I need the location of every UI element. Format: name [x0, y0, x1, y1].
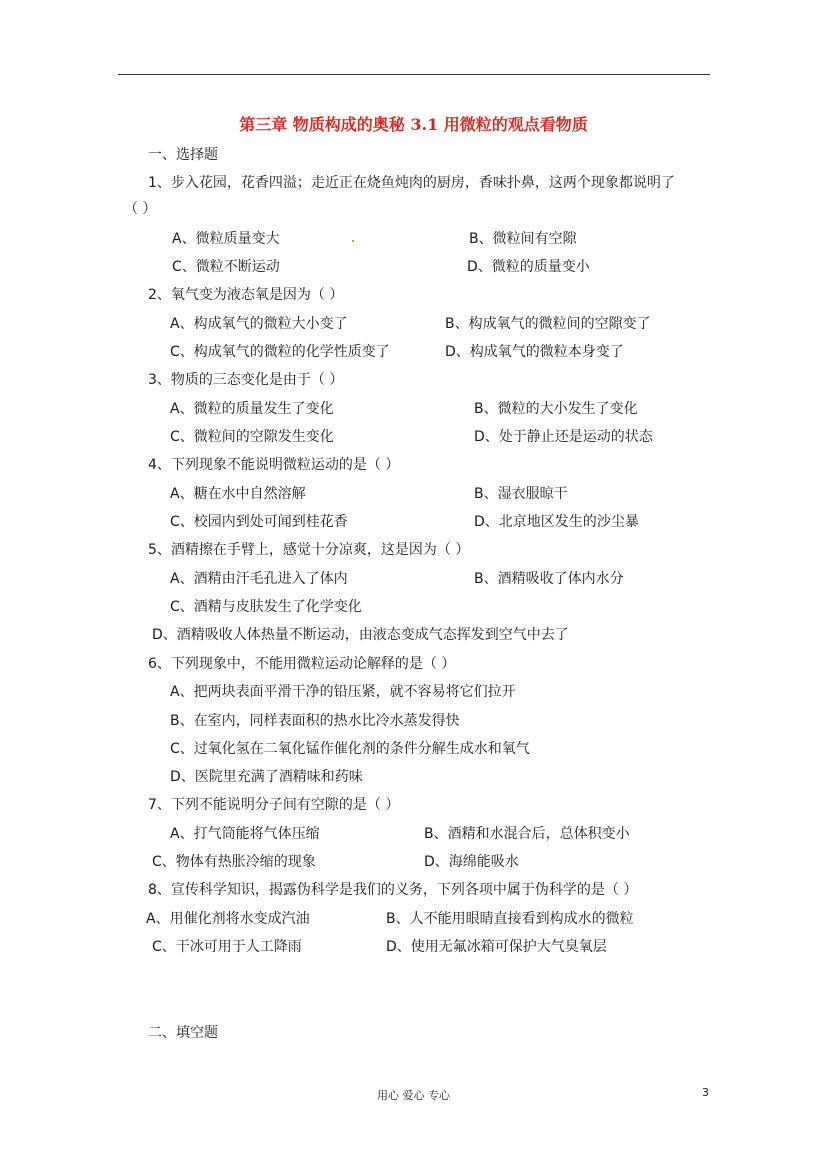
option: C、物体有热胀冷缩的现象: [152, 854, 316, 870]
option: B、湿衣服晾干: [474, 486, 568, 502]
option: A、把两块表面平滑干净的铅压紧，就不容易将它们拉开: [170, 684, 516, 700]
page-title: 第三章 物质构成的奥秘 3.1 用微粒的观点看物质: [239, 115, 588, 134]
option: C、过氧化氢在二氧化锰作催化剂的条件分解生成水和氧气: [170, 741, 530, 757]
option: D、微粒的质量变小: [467, 259, 590, 275]
option: A、构成氧气的微粒大小变了: [170, 316, 348, 332]
option: C、校园内到处可闻到桂花香: [170, 514, 348, 530]
option: A、微粒质量变大: [172, 231, 280, 247]
question-stem: 5、酒精擦在手臂上，感觉十分凉爽，这是因为（ ）: [148, 542, 470, 558]
option: A、用催化剂将水变成汽油: [146, 911, 310, 927]
option: C、干冰可用于人工降雨: [152, 939, 302, 955]
option: D、酒精吸收人体热量不断运动，由液态变成气态挥发到空气中去了: [152, 627, 569, 643]
option: B、在室内，同样表面积的热水比冷水蒸发得快: [170, 713, 460, 729]
option: A、酒精由汗毛孔进入了体内: [170, 571, 348, 587]
page-footer: 用心 爱心 专心: [377, 1089, 450, 1102]
question-stem: 2、氧气变为液态氧是因为（ ）: [148, 287, 344, 303]
option: A、微粒的质量发生了变化: [170, 401, 334, 417]
question-stem: 8、宣传科学知识，揭露伪科学是我们的义务，下列各项中属于伪科学的是（ ）: [148, 882, 638, 898]
question-stem: 6、下列现象中，不能用微粒运动论解释的是（ ）: [148, 656, 456, 672]
option: C、构成氧气的微粒的化学性质变了: [170, 344, 390, 360]
question-stem: 7、下列不能说明分子间有空隙的是（ ）: [148, 797, 400, 813]
option: B、酒精和水混合后，总体积变小: [424, 826, 630, 842]
option: D、海绵能吸水: [424, 854, 519, 870]
stray-dot: [352, 240, 354, 242]
page-number: 3: [702, 1086, 709, 1099]
option: A、糖在水中自然溶解: [170, 486, 306, 502]
header-rule: [118, 74, 710, 75]
answer-blank: （ ）: [124, 201, 157, 217]
question-stem: 1、步入花园，花香四溢；走近正在烧鱼炖肉的厨房，香味扑鼻，这两个现象都说明了: [148, 175, 675, 191]
question-stem: 4、下列现象不能说明微粒运动的是（ ）: [148, 457, 400, 473]
option: B、人不能用眼睛直接看到构成水的微粒: [386, 911, 634, 927]
option: D、使用无氟冰箱可保护大气臭氧层: [386, 939, 607, 955]
option: A、打气筒能将气体压缩: [170, 826, 320, 842]
option: B、微粒的大小发生了变化: [474, 401, 638, 417]
option: B、酒精吸收了体内水分: [474, 571, 624, 587]
section-heading: 二、填空题: [148, 1025, 218, 1041]
section-heading: 一、选择题: [148, 147, 218, 163]
option: C、微粒间的空隙发生变化: [170, 429, 334, 445]
option: D、医院里充满了酒精味和药味: [170, 769, 363, 785]
question-stem: 3、物质的三态变化是由于（ ）: [148, 372, 344, 388]
option: D、北京地区发生的沙尘暴: [474, 514, 639, 530]
option: B、微粒间有空隙: [469, 231, 577, 247]
option: B、构成氧气的微粒间的空隙变了: [445, 316, 651, 332]
option: D、处于静止还是运动的状态: [474, 429, 653, 445]
option: C、酒精与皮肤发生了化学变化: [170, 599, 362, 615]
option: C、微粒不断运动: [172, 259, 280, 275]
option: D、构成氧气的微粒本身变了: [445, 344, 624, 360]
